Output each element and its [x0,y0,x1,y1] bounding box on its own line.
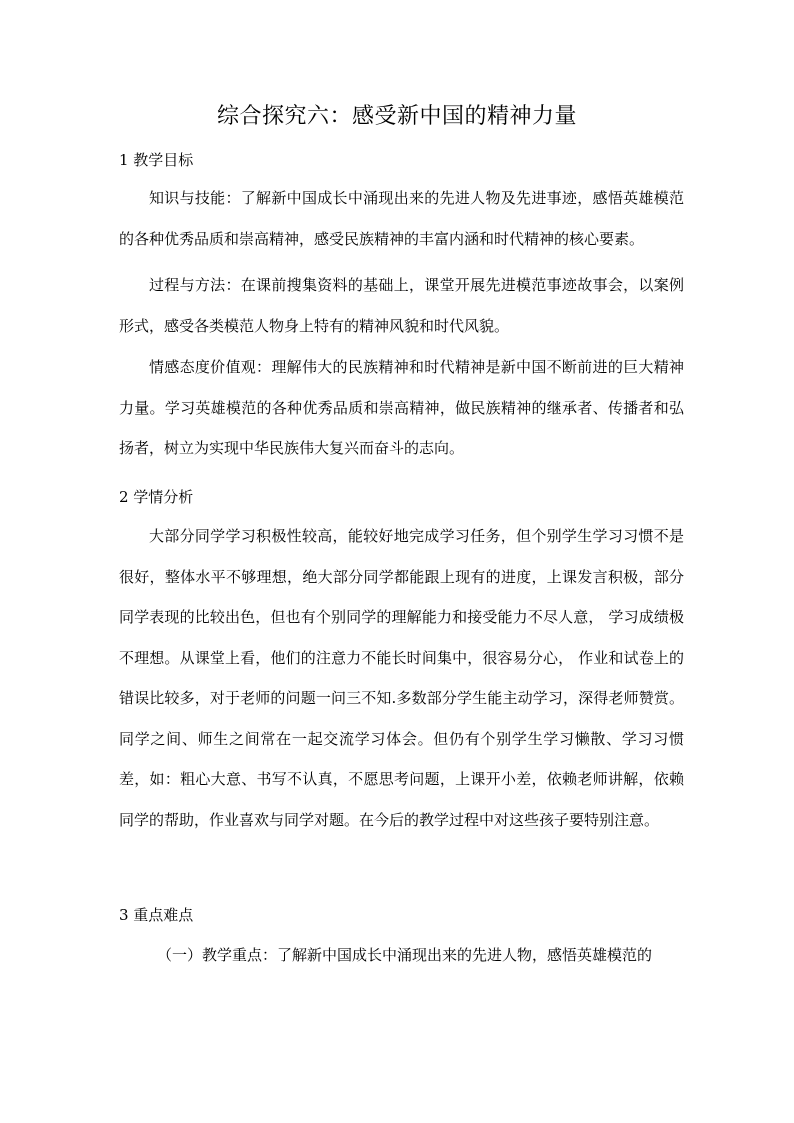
section-heading-key-difficulties: 3 重点难点 [119,906,194,924]
paragraph-emotional-values: 情感态度价值观：理解伟大的民族精神和时代精神是新中国不断前进的巨大精神力量。学习英雄模范的各种优秀品质和崇高精神，做民族精神的继承者、传播者和弘扬者，树立为实现中华民族伟大复兴而奋斗的志向。 [119,358,684,457]
section-heading-student-analysis: 2 学情分析 [119,488,194,506]
paragraph-knowledge-skills: 知识与技能：了解新中国成长中涌现出来的先进人物及先进事迹，感悟英雄模范的各种优秀品质和崇高精神，感受民族精神的丰富内涵和时代精神的核心要素。 [119,189,684,248]
paragraph-process-methods: 过程与方法：在课前搜集资料的基础上，课堂开展先进模范事迹故事会，以案例形式，感受各类模范人物身上特有的精神风貌和时代风貌。 [119,276,684,335]
document-title: 综合探究六：感受新中国的精神力量 [216,104,577,129]
section-heading-teaching-goals: 1 教学目标 [119,151,194,169]
paragraph-teaching-focus: （一）教学重点：了解新中国成长中涌现出来的先进人物，感悟英雄模范的 [157,946,653,964]
paragraph-student-analysis: 大部分同学学习积极性较高，能较好地完成学习任务，但个别学生学习习惯不是很好，整体水平不够理想，绝大部分同学都能跟上现有的进度，上课发言积极，部分同学表现的比较出色，但也有个别同学的理解能力和接受能力不尽人意， 学习成绩极不理想。从课堂上看，他们的注意力不能长时间集中，很容易分心， 作业和试卷上的错误比较多，对于老师的问题一问三不知.多数部分学生能主动学习，深得老师赞赏。同学之间、师生之间常在一起交流学习体会。但仍有个别学生学习懒散、学习习惯差，如：粗心大意、书写不认真，不愿思考问题，上课开小差，依赖老师讲解，依赖同学的帮助，作业喜欢与同学对题。在今后的教学过程中对这些孩子要特别注意。 [119,527,684,829]
